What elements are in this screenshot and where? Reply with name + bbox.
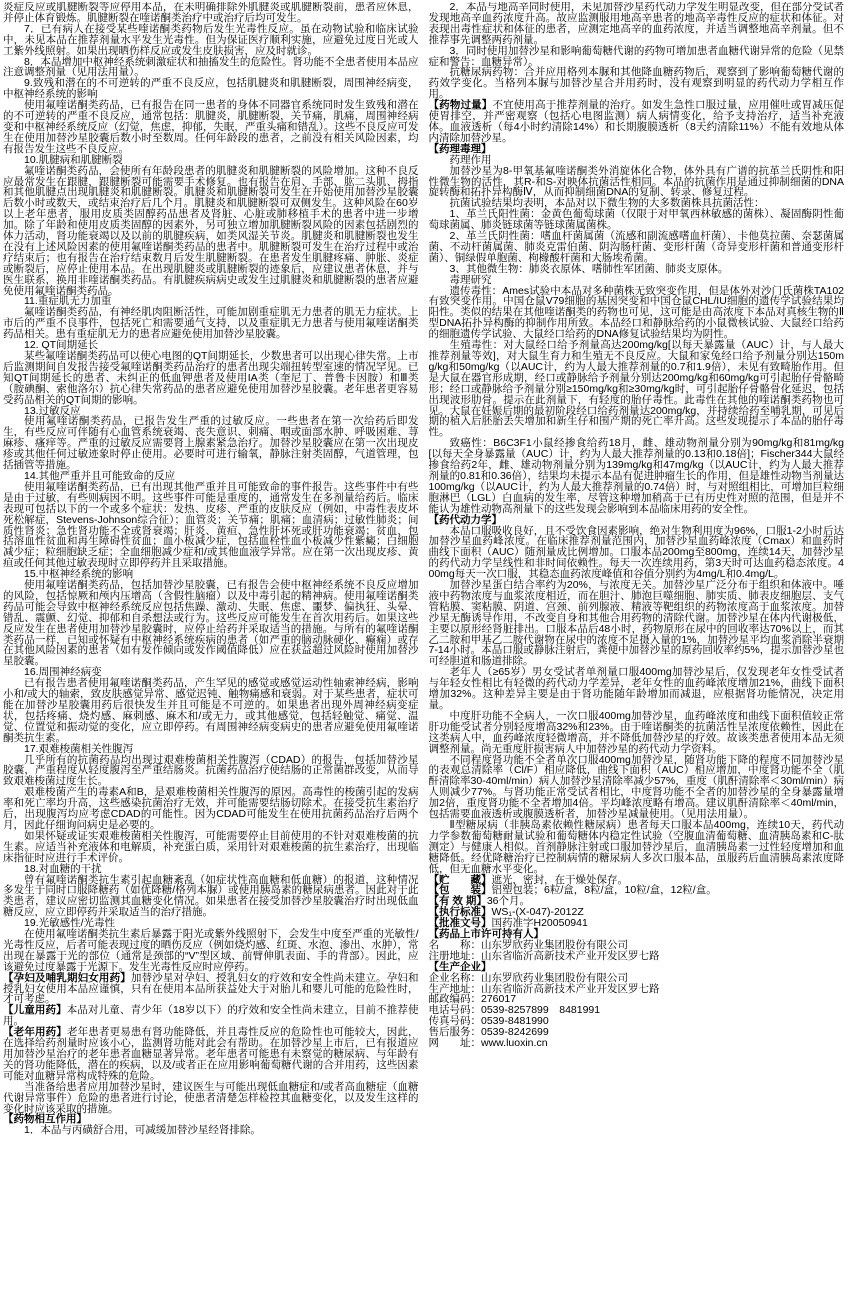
section-label: 【儿童用药】	[3, 1004, 67, 1017]
paragraph-text: 2、革兰氏阴性菌：嗜血杆菌属菌（流感和副流感嗜血杆菌）、卡他莫拉菌、奈瑟菌属菌、不动杆菌属菌、肺炎克雷伯菌、阴沟肠杆菌、变形杆菌（奇异变形杆菌和普通变形杆菌）、铜绿假单胞菌、枸橼酸杆菌和大肠埃希菌。	[428, 230, 844, 264]
section-label: 【药物过量】	[428, 99, 493, 112]
paragraph-text: 氟喹诺酮类药品，会使所有年龄段患者的肌腱炎和肌腱断裂的风险增加。这种不良反应最常发生在跟腱，跟腱断裂可能需要手术修复。也有报告在肩、手部、肱二头肌、拇指和其他肌腱点出现肌腱炎和肌腱断裂。肌腱炎和肌腱断裂可发生在开始使用加替沙星胶囊后数小时或数天，或结束治疗后几个月。肌腱炎和肌腱断裂可双侧发生。这种风险在60岁以上老年患者，服用皮质类固醇药品患者及肾脏、心脏或肺移植手术的患者中进一步增加。除了年龄和使用皮质类固醇的因素外，另可独立增加肌腱断裂风险的因素包括剧烈的体力活动，肾功能衰竭以及以前的肌腱疾病，如类风湿关节炎。肌腱炎和肌腱断裂也发生在没有上述风险因素的使用氟喹诺酮类药品的患者中。肌腱断裂可发生在治疗过程中或治疗结束后；也有报告在治疗结束数月后发生肌腱断裂。在患者发生肌腱疼痛、肿胀、炎症或断裂后，应停止使用本品。在出现肌腱炎或肌腱断裂的迹象后，应建议患者休息，并与医生联系，换用非喹诺酮类药品。有肌腱疾病病史或发生过肌腱炎和肌腱断裂的患者应避免使用氟喹诺酮类药品。	[3, 164, 419, 297]
paragraph-text: 网 址：www.luoxin.cn	[428, 1037, 548, 1050]
paragraph-text: 中度肝功能不全病人，一次口服400mg加替沙星，血药峰浓度和曲线下面积值较正常肝功能受试者分别轻度增高32%和23%。由于喹诺酮类的抗菌活性呈浓度依赖性，因此在这类病人中，血药峰浓度轻微增高，并不降低加替沙星的疗效。故该类患者使用本品无须调整剂量。尚无重度肝损害病人中加替沙星的药代动力学资料。	[428, 709, 844, 755]
paragraph	[3, 755, 419, 788]
paragraph-text: 本品口服吸收良好，且不受饮食因素影响，绝对生物利用度为96%，口服1-2小时后达加替沙星血药峰浓度。在临床推荐剂量范围内，加替沙星血药峰浓度（Cmax）和血药时曲线下面积（AUC）随剂量成比例增加。口服本品200mg至800mg，连续14天，加替沙星的药代动力学呈线性和非时间依赖性。每天一次连续用药，第3天时可达血药稳态浓度。400mg每天一次口服，其稳态血药浓度峰值和谷值分别约为4mg/L和0.4mg/L。	[428, 524, 844, 581]
paragraph	[429, 711, 845, 755]
paragraph-text: 使用氟喹诺酮类药品，已报告发生严重的过敏反应。一些患者在第一次给药后即发生，有些反应可伴随有心血管系统衰竭、丧失意识、刺痛、咽或面部水肿、呼吸困难、荨麻疹、瘙痒等。严重的过敏反应需要肾上腺素紧急治疗。加替沙星胶囊应在第一次出现皮疹或其他任何过敏迹象时停止使用。必要时可进行输氧，静脉注射类固醇，气道管理，包括插管等措施。	[3, 415, 419, 472]
paragraph-text: 邮政编码：276017	[428, 993, 517, 1006]
paragraph-text: 几乎所有的抗菌药品均出现过艰难梭菌相关性腹泻（CDAD）的报告，包括加替沙星胶囊，严重程度从轻度腹泻至严重结肠炎。抗菌药品治疗使结肠的正常菌群改变，从而导致艰难梭菌过度生长。	[3, 753, 419, 788]
paragraph-text: 名 称：山东罗欣药业集团股份有限公司	[428, 938, 628, 951]
paragraph-text: 17.艰难梭菌相关性腹泻	[24, 742, 134, 755]
paragraph-text: 11.重症肌无力加重	[24, 295, 112, 308]
paragraph-text: 加替沙星对孕妇、授乳妇女的疗效和安全性尚未建立。孕妇和授乳妇女使用本品应谨慎，只有在使用本品所获益处大于对胎儿和婴儿可能的危险性时，才可考虑。	[3, 971, 419, 1006]
paragraph-text: 已有报告患者使用氟喹诺酮类药品，产生罕见的感觉或感觉运动性轴索神经病，影响小和/或大的轴索，致皮肤感觉异常、感觉迟钝、触物痛感和衰弱。对于某些患者，症状可能在加替沙星胶囊用药后很快发生并且可能是不可逆的。如果患者出现外周神经病变症状，包括疼痛、烧灼感、麻刺感、麻木和/或无力，或其他感觉，包括轻触觉、痛觉、温觉、位置觉和振动觉的变化，应立即停药。有周围神经病变病史的患者应避免使用氟喹诺酮类抗生素。	[3, 677, 419, 744]
section-label: 【贮 藏】	[428, 873, 492, 886]
paragraph-text: 遗传毒性：Ames试验中本品对多种菌株无致突变作用，但是体外对沙门氏菌株TA102有致突变作用。中国仓鼠V79细胞的基因突变和中国仓鼠CHL/IU细胞的遗传学试验结果均阳性。类似的结果在其他喹诺酮类的药物也可见，这可能是由高浓度下本品对真核生物的Ⅱ型DNA拓扑异构酶的抑制作用所致。本品经口和静脉给药的小鼠微核试验、大鼠经口给药的细胞遗传学试验、大鼠经口给药的DNA修复试验结果均为阴性。	[428, 284, 844, 341]
section-label: 【批准文号】	[428, 917, 492, 930]
paragraph-text: 3．同时使用加替沙星和影响葡萄糖代谢的药物可增加患者血糖代谢异常的危险（见禁症和警告：血糖异常）。	[428, 44, 844, 68]
paragraph	[3, 351, 419, 406]
paragraph-text: 氟喹诺酮类药品，有神经肌肉阻断活性，可能加剧重症肌无力患者的肌无力症状。上市后的严重不良事件，包括死亡和需要通气支持，以及重症肌无力患者与使用氟喹诺酮类药品相关。患有重症肌无力的患者应避免使用加替沙星胶囊。	[3, 306, 419, 341]
paragraph	[3, 678, 419, 743]
paragraph-text: 14.其他严重并且可能致命的反应	[24, 469, 176, 482]
paragraph-text: 使用氟喹诺酮类药品，已有出现其他严重并且可能致命的事件报告。这些事件中有些是由于过敏，有些则病因不明。这些事件可能是重度的，通常发生在多剂量给药后。临床表现可包括以下的一个或多个症状：发热、皮疹、严重的皮肤反应（例如，中毒性表皮坏死松解症，Stevens-Johnson综合征）；血管炎；关节痛；肌痛；血清病；过敏性肺炎；间质性肾炎；急性肾功能不全或肾衰竭；肝炎、黄疸、急性肝坏死或肝功能衰竭；贫血，包括溶血性贫血和再生障碍性贫血；血小板减少症，包括血栓性血小板减少性紫癜；白细胞减少症；粒细胞缺乏症；全血细胞减少症和/或其他血液学异常。应在第一次出现皮疹、黄疸或任何其他过敏表现时立即停药并且采取措施。	[3, 480, 419, 570]
paragraph-text: 加替沙星为8-甲氧基氟喹诺酮类外消旋体化合物，体外具有广谱的抗革兰氏阴性和阳性微生物的活性，其R-和S-对映体抗菌活性相同。本品的抗菌作用是通过抑制细菌的DNA旋转酶和拓扑异构酶Ⅳ，从而抑制细菌DNA的复制、转录、修复过程。	[428, 164, 844, 199]
paragraph-text: 电话号码：0539-8257899 8481991	[428, 1004, 601, 1017]
paragraph	[3, 831, 419, 864]
paragraph-text: 36个月。	[486, 895, 531, 908]
paragraph-text: 药理作用	[449, 153, 492, 166]
paragraph-text: 注册地址：山东省临沂高新技术产业开发区罗七路	[428, 949, 660, 962]
section-label: 【老年用药】	[3, 1026, 67, 1039]
paragraph	[429, 340, 845, 438]
section-label: 【执行标准】	[428, 906, 492, 919]
paragraph	[429, 231, 845, 264]
left-column	[3, 2, 419, 1308]
paragraph-text: 10.肌腱病和肌腱断裂	[24, 153, 123, 166]
paragraph-text: 生产地址：山东省临沂高新技术产业开发区罗七路	[428, 982, 660, 995]
paragraph-text: 国药准字H20050941	[491, 917, 588, 930]
paragraph-text: 18.对血糖的干扰	[24, 862, 102, 875]
paragraph-text: 使用氟喹诺酮类药品，包括加替沙星胶囊，已有报告会使中枢神经系统不良反应增加的风险，包括惊厥和颅内压增高（含假性脑瘤）以及中毒引起的精神病。使用氟喹诺酮类药品可能会导致中枢神经系统反应包括焦躁、激动、失眠、焦虑、噩梦、偏执狂、头晕、错乱、震颤、幻觉、抑郁和自杀想法或行为。这些反应可能发生在首次用药后。如果这些反应发生在患者使用加替沙星胶囊时，应停止给药并采取适当的措施。与所有的氟喹诺酮类药品一样，已知或怀疑有中枢神经系统疾病的患者（如严重的脑动脉硬化、癫痫）或存在其他风险因素的患者（如有发作倾向或发作阈值降低）应在获益超过风险时使用加替沙星胶囊。	[3, 579, 419, 668]
right-column	[429, 2, 845, 1308]
paragraph-text: 本品对儿童、青少年（18岁以下）的疗效和安全性尚未建立，目前不推荐使用。	[3, 1004, 419, 1028]
paragraph	[3, 166, 419, 297]
paragraph-text: 使用氟喹诺酮类药品，已有报告在同一患者的身体不同器官系统同时发生致残和潜在的不可逆转的严重不良反应，通常包括：肌腱炎，肌腱断裂，关节痛，肌痛，周围神经病变和中枢神经系统反应（幻觉，焦虑，抑郁，失眠，严重头痛和错乱）。这些不良反应可发生在使用加替沙星胶囊后数小时至数周。任何年龄段的患者，之前没有相关风险因素，均有报告发生这些不良反应。	[3, 99, 419, 155]
paragraph-text: 12. QT间期延长	[24, 339, 99, 352]
paragraph-text: 曾有氟喹诺酮类抗生素引起血糖紊乱（如症状性高血糖和低血糖）的报道，这种情况多发生于同时口服降糖药（如优降糖/格列本脲）或使用胰岛素的糖尿病患者。因此对于此类患者，建议应密切监测其血糖变化情况。如果患者在接受加替沙星胶囊治疗时出现低血糖反应，应立即停药并采取适当的治疗措施。	[3, 873, 419, 919]
paragraph-text: 售后服务：0539-8242699	[428, 1026, 549, 1039]
section-block	[3, 1005, 419, 1027]
paragraph	[429, 1038, 845, 1049]
paragraph-text: 13.过敏反应	[24, 404, 81, 417]
section-label: 【生产企业】	[428, 960, 492, 973]
paragraph	[429, 755, 845, 820]
section-block	[429, 100, 845, 144]
paragraph	[3, 307, 419, 340]
section-label: 【包 装】	[428, 884, 492, 897]
paragraph-text: 3、其他微生物：肺炎衣原体、嗜肺性军团菌、肺炎支原体。	[449, 262, 729, 275]
paragraph	[3, 1125, 419, 1136]
paragraph	[429, 166, 845, 199]
paragraph	[429, 667, 845, 711]
paragraph-text: 老年患者更易患有肾功能降低，并且毒性反应的危险性也可能较大，因此，在选择给药剂量时应该小心，监测肾功能对此会有帮助。在加替沙星上市后，已有报道应用加替沙星治疗的老年患者血糖显著异常。老年患者可能患有未察觉的糖尿病、与年龄有关的肾功能降低，潜在的疾病，以及/或者正在应用影响葡萄糖代谢的合并用药，这些因素可能对血糖异常构成特殊的危险。	[3, 1026, 419, 1082]
section-label: 【孕妇及哺乳期妇女用药】	[3, 971, 131, 984]
paragraph	[3, 929, 419, 973]
paragraph-text: 老年人（≥65岁）男女受试者单剂量口服400mg加替沙星后，仅发现老年女性受试者与年轻女性相比有轻微的药代动力学差异，老年女性的血药峰浓度增加21%，曲线下面积增加32%。这种差异主要是由于肾功能随年龄增加而减退，应根据肾功能情况，决定用量。	[428, 666, 844, 711]
paragraph-text: 传真号码：0539-8481990	[428, 1015, 549, 1028]
paragraph-text: 致癌性：B6C3F1小鼠经掺食给药18月，雌、雄动物剂量分别为90mg/kg和81mg/kg[以每天全身暴露量（AUC）计，约为人最大推荐剂量的0.13和0.18倍]；Fischer344大鼠经掺食给药2年，雌、雄动物剂量分别为139mg/kg和47mg/kg（以AUC计，约为人最大推荐剂量的0.81和0.36倍），结果均未提示本品有促进肿瘤生长的作用，但是雄性动物当剂量达100mg/kg（以AUC计，约为人最大推荐剂量的0.74倍）时，与对照组相比，可增加巨粒细胞淋巴（LGL）白血病的发生率，尽管这种增加稍高于已有历史性对照的范围，但是并不能认为雄性动物高剂量下的这些发现会影响到本品临床用药的安全性。	[428, 437, 844, 515]
paragraph-text: Ⅱ型糖尿病（非胰岛素依赖性糖尿病）患者每天口服本品400mg，连续10天，药代动力学参数葡萄糖耐量试验和葡萄糖体内稳定性试验（空腹血清葡萄糖、血清胰岛素和C-肽测定）与健康人相似。首剂静脉注射或口服加替沙星后，血清胰岛素一过性轻度增加和血糖降低。经优降糖治疗已控制病情的糖尿病人多次口服本品，虽服药后血清胰岛素浓度降低，但无血糖水平变化。	[428, 818, 844, 875]
paragraph	[3, 78, 419, 100]
section-block	[3, 973, 419, 1006]
paragraph	[3, 2, 419, 24]
paragraph	[429, 526, 845, 581]
paragraph-text: 当准备给患者应用加替沙星时，建议医生与可能出现低血糖症和/或者高血糖症（血糖代谢异常事件）危险的患者进行讨论，使患者清楚怎样检控其血糖变化，以及发生这样的变化时应该采取的措施。	[3, 1080, 419, 1115]
paragraph	[3, 482, 419, 569]
paragraph-text: 1、革兰氏阳性菌：金黄色葡萄球菌（仅限于对甲氧西林敏感的菌株）、凝固酶阴性葡萄球菌属、肺炎链球菌等链球菌属菌株。	[428, 208, 844, 232]
paragraph-text: 加替沙星蛋白结合率约为20%，与浓度无关。加替沙星广泛分布于组织和体液中。唾液中药物浓度与血浆浓度相近，而在胆汁、肺泡巨噬细胞、肺实质、肺表皮细胞层、支气管粘膜、窦粘膜、阴道、宫颈、前列腺液、精液等靶组织的药物浓度高于血浆浓度。加替沙星无酶诱导作用，不改变自身和其他合用药物的清除代谢。加替沙星在体内代谢极低，主要以原形经肾脏排出。口服本品后48小时，药物原形在尿中的回收率达70%以上，而其乙二胺和甲基乙二胺代谢物在尿中的浓度不足摄入量的1%，加替沙星平均血浆消除半衰期7-14小时。本品口服或静脉注射后，粪便中加替沙星的原药回收率约5%，提示加替沙星也可经胆道和肠道排除。	[428, 579, 844, 668]
paragraph-text: 艰难梭菌产生的毒素A和B，是艰难梭菌相关性腹泻的原因。高毒性的梭菌引起的发病率和死亡率均升高，这些感染抗菌治疗无效，并可能需要结肠切除术。在接受抗生素治疗后，出现腹泻均应考虑CDAD的可能性。因为CDAD可能发生在使用抗菌药品治疗后两个月，因此仔细询问病史是必要的。	[3, 786, 419, 831]
section-label: 【有 效 期】	[428, 895, 487, 908]
paragraph-text: 抗菌试验结果均表明，本品对以下微生物的大多数菌株具抗菌活性：	[449, 197, 765, 210]
section-label: 【药品上市许可持有人】	[428, 928, 544, 941]
paragraph	[429, 209, 845, 231]
paragraph	[429, 820, 845, 875]
paragraph	[3, 416, 419, 471]
paragraph-text: 不同程度肾功能不全者单次口服400mg加替沙星，随肾功能下降的程度不同加替沙星的表观总清除率（Cl/F）相应降低，曲线下面积（AUC）相应增加，中度肾功能不全（肌酐清除率30-40ml/min）病人加替沙星清除率减少57%，重度（肌酐清除率＜30ml/min）病人则减少77%。与肾功能正常受试者相比，中度肾功能不全者的加替沙星的全身暴露量增加2倍，重度肾功能不全者增加4倍。平均峰浓度略有增高。建议肌酐清除率＜40ml/min，包括需要血液透析或腹膜透析者，加替沙星减量使用。（见用法用量）。	[428, 753, 844, 821]
paragraph-text: 毒理研究	[449, 273, 492, 286]
paragraph-text: 企业名称：山东罗欣药业集团股份有限公司	[428, 971, 628, 984]
paragraph	[3, 875, 419, 919]
paragraph-text: 19.光敏感性/光毒性	[24, 917, 116, 930]
paragraph	[429, 286, 845, 341]
section-block	[3, 1027, 419, 1082]
section-label: 【药物相互作用】	[3, 1113, 87, 1126]
paragraph-text: 某些氟喹诺酮类药品可以使心电图的QT间期延长，少数患者可以出现心律失常。上市后监测期间自发报告接受氟喹诺酮类药品治疗的患者出现尖端扭转型室速的情况罕见。已知QT间期延长的患者、未纠正的低血钾患者及使用IA类（奎尼丁、普鲁卡因胺）和Ⅲ类（胺碘酮、索他洛尔）抗心律失常药品的患者应避免使用加替沙星胶囊。老年患者更容易受药品相关的QT间期的影响。	[3, 350, 419, 406]
paragraph-text: 遮光，密封，在干燥处保存。	[491, 873, 628, 886]
paragraph-text: 7．已有病人在接受某些喹诺酮类药物后发生光毒性反应。虽在动物试验和临床试验中，未见本品在推荐剂量水平发生光毒性。但为保证医疗顺利实施，应避免过度日光或人工紫外线照射。如果出现晒伤样反应或发生皮肤损害，应及时就诊。	[3, 22, 419, 57]
section-label: 【药代动力学】	[428, 513, 502, 526]
paragraph-text: 如果怀疑或证实艰难梭菌相关性腹泻，可能需要停止目前使用的不针对艰难梭菌的抗生素。应适当补充液体和电解质，补充蛋白质，采用针对艰难梭菌的抗生素治疗，出现临床指征时应进行手术评价。	[3, 829, 419, 864]
paragraph-text: 15.中枢神经系统的影响	[24, 568, 134, 581]
paragraph	[3, 57, 419, 79]
paragraph	[429, 438, 845, 514]
paragraph-text: 铝塑包装；6粒/盒，8粒/盒，10粒/盒，12粒/盒。	[491, 884, 717, 897]
paragraph-text: 炎症反应或肌腱断裂等应停用本品，在未明确排除外肌腱炎或肌腱断裂前，患者应休息，并停止体育锻炼。肌腱断裂在喹诺酮类治疗中或治疗后均可发生。	[3, 2, 419, 24]
paragraph	[429, 67, 845, 100]
paragraph-text: 9.致残和潜在的不可逆转的严重不良反应，包括肌腱炎和肌腱断裂，周围神经病变，中枢神经系统的影响	[3, 77, 419, 101]
paragraph-text: 生殖毒性：对大鼠经口给予剂量高达200mg/kg[以每天暴露量（AUC）计，与人最大推荐剂量等效]，对大鼠生育力和生殖无不良反应。大鼠和家兔经口给予剂量分别达150mg/kg和50mg/kg（以AUC计，约为人最大推荐剂量的0.7和1.9倍），未见有致畸胎作用。但是大鼠在器官形成期，经口或静脉给予剂量分别达200mg/kg和60mg/kg可引起胎仔骨骼畸形；经口或静脉给予剂量分别≥150mg/kg和≥30mg/kg时，可引起胎仔骨骼骨化延迟，包括出现波形肋骨。提示在此剂量下，有轻度的胎仔毒性。此毒性在其他的喹诺酮类药物也可见。大鼠在妊娠后期的最初阶段经口给药剂量达200mg/kg，并持续给药至哺乳期，可见后期的植入后胚胎丢失增加和新生仔和围产期的死亡率升高。这些发现提示了本品的胎仔毒性。	[428, 339, 844, 439]
section-label: 【药理毒理】	[428, 142, 492, 155]
paragraph	[3, 100, 419, 155]
paragraph	[3, 787, 419, 831]
paragraph-text: 1．本品与丙磺舒合用，可减缓加替沙星经肾排除。	[24, 1124, 261, 1137]
paragraph	[429, 46, 845, 68]
paragraph	[3, 1082, 419, 1115]
paragraph	[3, 580, 419, 667]
paragraph-text: WS₁-(X-047)-2012Z	[491, 906, 584, 919]
paragraph	[3, 24, 419, 57]
paragraph-text: 8．本品增加中枢神经系统刺激症状和抽搐发生的危险性。肾功能不全患者使用本品应注意调整剂量（见用法用量）。	[3, 55, 419, 79]
paragraph	[429, 2, 845, 46]
paragraph-text: 在使用氟喹诺酮类抗生素后暴露于阳光或紫外线照射下，会发生中度至严重的光敏性/光毒性反应，后者可能表现过度的晒伤反应（例如烧灼感、红斑、水泡、渗出、水肿），常出现在暴露于光的部位（通常是颈部的“V”型区域、前臂伸肌表面、手的背部）。因此，应该避免过度暴露于光源下。发生光毒性反应时应停药。	[3, 928, 419, 973]
paragraph-text: 2．本品与地高辛同时使用，未见加替沙星药代动力学发生明显改变，但在部分受试者发现地高辛血药浓度升高。故应监测服用地高辛患者的地高辛毒性反应的症状和体征。对表现出毒性症状和体征的患者，应测定地高辛的血药浓度，并适当调整地高辛剂量。但不推荐事先调整两药剂量。	[428, 2, 844, 46]
paragraph	[429, 580, 845, 667]
paragraph-text: 不宜使用高于推荐剂量的治疗。如发生急性口服过量，应用催吐或胃减压促使胃排空，并严密观察（包括心电图监测）病人病情变化，给予支持治疗，适当补充液体。血液透析（每4小时约清除14%）和长期腹膜透析（8天约清除11%）不能有效地从体内清除加替沙星。	[428, 99, 844, 144]
paragraph-text: 抗糖尿病药物：合并应用格列本脲和其他降血糖药物后，观察到了影响葡萄糖代谢的药效学变化。当格列本脲与加替沙星合并用药时，没有观察到明显的药代动力学相互作用。	[428, 66, 844, 101]
paragraph-text: 16.周围神经病变	[24, 666, 102, 679]
